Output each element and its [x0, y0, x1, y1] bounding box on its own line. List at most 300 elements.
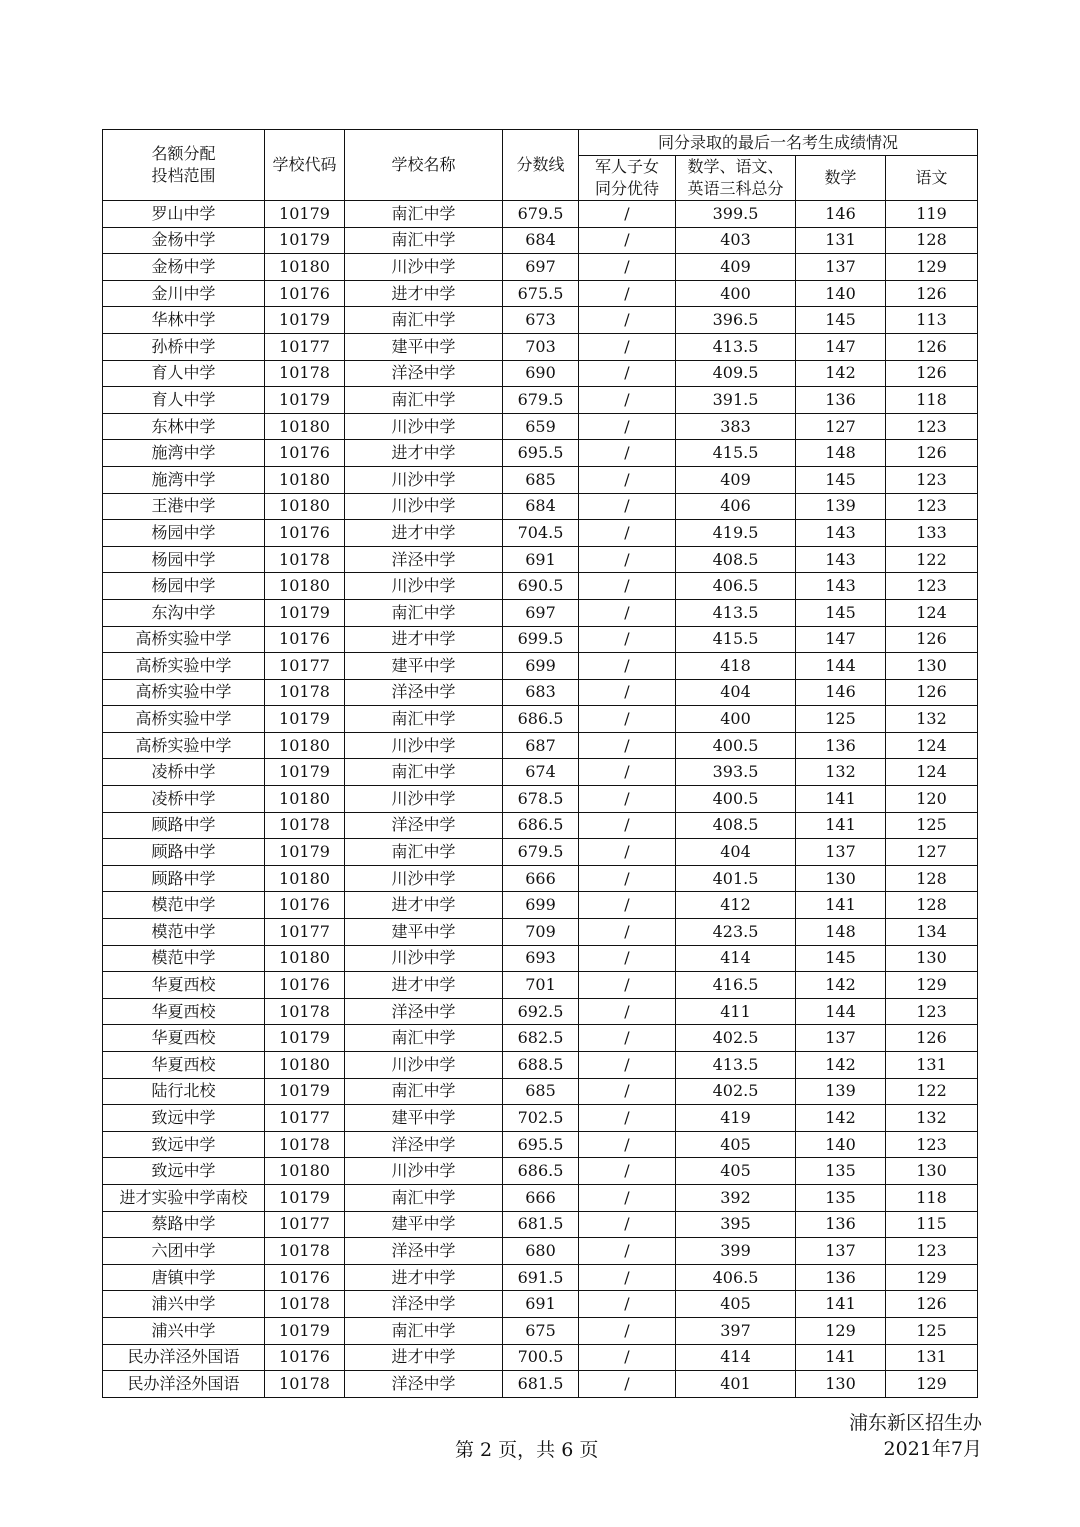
total-cell: 397: [676, 1317, 796, 1344]
range-cell: 模范中学: [103, 892, 265, 919]
code-cell: 10178: [265, 812, 345, 839]
math-cell: 145: [796, 307, 886, 334]
page-number: 第 2 页，共 6 页: [455, 1439, 599, 1461]
school-cell: 洋泾中学: [345, 1371, 503, 1398]
chinese-cell: 128: [886, 865, 978, 892]
score-cell: 687: [503, 732, 579, 759]
score-cell: 699: [503, 892, 579, 919]
range-cell: 六团中学: [103, 1238, 265, 1265]
total-cell: 399: [676, 1238, 796, 1265]
score-cell: 686.5: [503, 1158, 579, 1185]
school-cell: 川沙中学: [345, 413, 503, 440]
military-cell: /: [579, 812, 676, 839]
school-cell: 南汇中学: [345, 759, 503, 786]
school-cell: 洋泾中学: [345, 812, 503, 839]
code-cell: 10178: [265, 546, 345, 573]
score-cell: 659: [503, 413, 579, 440]
score-cell: 675.5: [503, 280, 579, 307]
total-cell: 406.5: [676, 573, 796, 600]
score-cell: 709: [503, 919, 579, 946]
issuer-name: 浦东新区招生办: [848, 1412, 982, 1434]
total-cell: 405: [676, 1291, 796, 1318]
table-row: [103, 839, 978, 866]
header-range: [103, 130, 265, 201]
chinese-cell: 122: [886, 1078, 978, 1105]
header-score: 分数线: [503, 130, 579, 201]
school-cell: 进才中学: [345, 440, 503, 467]
table-row: [103, 227, 978, 254]
code-cell: 10180: [265, 732, 345, 759]
code-cell: 10180: [265, 786, 345, 813]
admission-score-table: [102, 129, 978, 1398]
code-cell: 10178: [265, 998, 345, 1025]
total-cell: 400: [676, 706, 796, 733]
table-row: [103, 280, 978, 307]
total-cell: 419.5: [676, 520, 796, 547]
table-row: [103, 1078, 978, 1105]
score-cell: 691.5: [503, 1264, 579, 1291]
score-cell: 679.5: [503, 387, 579, 414]
total-cell: 393.5: [676, 759, 796, 786]
range-cell: 施湾中学: [103, 466, 265, 493]
total-cell: 392: [676, 1184, 796, 1211]
military-cell: /: [579, 466, 676, 493]
total-cell: 423.5: [676, 919, 796, 946]
military-cell: /: [579, 1158, 676, 1185]
table-row: [103, 679, 978, 706]
school-cell: 建平中学: [345, 1211, 503, 1238]
math-cell: 135: [796, 1184, 886, 1211]
table-body: [103, 201, 978, 1398]
code-cell: 10178: [265, 1238, 345, 1265]
table-row: [103, 998, 978, 1025]
score-cell: 693: [503, 945, 579, 972]
chinese-cell: 126: [886, 440, 978, 467]
school-cell: 建平中学: [345, 653, 503, 680]
military-cell: /: [579, 732, 676, 759]
school-cell: 南汇中学: [345, 307, 503, 334]
table-row: [103, 599, 978, 626]
table-row: [103, 254, 978, 281]
chinese-cell: 124: [886, 759, 978, 786]
table-row: [103, 546, 978, 573]
chinese-cell: 126: [886, 360, 978, 387]
total-cell: 383: [676, 413, 796, 440]
table-row: [103, 1238, 978, 1265]
range-cell: 民办洋泾外国语: [103, 1344, 265, 1371]
military-cell: /: [579, 1371, 676, 1398]
score-cell: 691: [503, 1291, 579, 1318]
score-cell: 702.5: [503, 1105, 579, 1132]
military-cell: /: [579, 679, 676, 706]
total-cell: 414: [676, 1344, 796, 1371]
total-cell: 408.5: [676, 546, 796, 573]
code-cell: 10180: [265, 493, 345, 520]
table-row: [103, 1344, 978, 1371]
math-cell: 147: [796, 333, 886, 360]
code-cell: 10180: [265, 413, 345, 440]
total-cell: 400.5: [676, 786, 796, 813]
code-cell: 10179: [265, 1078, 345, 1105]
score-cell: 679.5: [503, 839, 579, 866]
military-cell: /: [579, 520, 676, 547]
range-cell: 孙桥中学: [103, 333, 265, 360]
table-row: [103, 201, 978, 228]
total-cell: 400.5: [676, 732, 796, 759]
range-cell: 东沟中学: [103, 599, 265, 626]
military-cell: /: [579, 1025, 676, 1052]
table-row: [103, 1317, 978, 1344]
military-cell: /: [579, 1052, 676, 1079]
table-row: [103, 493, 978, 520]
code-cell: 10179: [265, 1317, 345, 1344]
school-cell: 南汇中学: [345, 1078, 503, 1105]
range-cell: 顾路中学: [103, 839, 265, 866]
military-cell: /: [579, 1078, 676, 1105]
score-cell: 703: [503, 333, 579, 360]
table-row: [103, 972, 978, 999]
school-cell: 川沙中学: [345, 786, 503, 813]
chinese-cell: 113: [886, 307, 978, 334]
chinese-cell: 122: [886, 546, 978, 573]
school-cell: 南汇中学: [345, 201, 503, 228]
school-cell: 洋泾中学: [345, 1131, 503, 1158]
table-row: [103, 812, 978, 839]
math-cell: 139: [796, 1078, 886, 1105]
code-cell: 10176: [265, 1344, 345, 1371]
military-cell: /: [579, 201, 676, 228]
chinese-cell: 129: [886, 1371, 978, 1398]
range-cell: 高桥实验中学: [103, 732, 265, 759]
math-cell: 137: [796, 254, 886, 281]
math-cell: 147: [796, 626, 886, 653]
code-cell: 10180: [265, 573, 345, 600]
school-cell: 南汇中学: [345, 1184, 503, 1211]
chinese-cell: 123: [886, 413, 978, 440]
table-row: [103, 573, 978, 600]
math-cell: 140: [796, 280, 886, 307]
total-cell: 406: [676, 493, 796, 520]
math-cell: 144: [796, 998, 886, 1025]
school-cell: 南汇中学: [345, 839, 503, 866]
math-cell: 144: [796, 653, 886, 680]
school-cell: 进才中学: [345, 1344, 503, 1371]
header-code: 学校代码: [265, 130, 345, 201]
math-cell: 140: [796, 1131, 886, 1158]
chinese-cell: 123: [886, 998, 978, 1025]
chinese-cell: 134: [886, 919, 978, 946]
math-cell: 142: [796, 360, 886, 387]
table-row: [103, 466, 978, 493]
score-cell: 695.5: [503, 440, 579, 467]
school-cell: 川沙中学: [345, 865, 503, 892]
school-cell: 川沙中学: [345, 1052, 503, 1079]
table-row: [103, 1025, 978, 1052]
score-cell: 678.5: [503, 786, 579, 813]
score-cell: 690: [503, 360, 579, 387]
math-cell: 135: [796, 1158, 886, 1185]
issue-date: 2021年7月: [883, 1438, 982, 1460]
code-cell: 10178: [265, 679, 345, 706]
military-cell: /: [579, 865, 676, 892]
score-cell: 673: [503, 307, 579, 334]
table-row: [103, 1211, 978, 1238]
code-cell: 10180: [265, 254, 345, 281]
range-cell: 致远中学: [103, 1158, 265, 1185]
range-cell: 华夏西校: [103, 998, 265, 1025]
military-cell: /: [579, 440, 676, 467]
military-cell: /: [579, 333, 676, 360]
chinese-cell: 123: [886, 1238, 978, 1265]
military-cell: /: [579, 307, 676, 334]
school-cell: 南汇中学: [345, 387, 503, 414]
score-cell: 666: [503, 1184, 579, 1211]
chinese-cell: 126: [886, 280, 978, 307]
total-cell: 401.5: [676, 865, 796, 892]
school-cell: 南汇中学: [345, 227, 503, 254]
code-cell: 10176: [265, 520, 345, 547]
score-cell: 684: [503, 227, 579, 254]
score-cell: 685: [503, 1078, 579, 1105]
chinese-cell: 123: [886, 1131, 978, 1158]
score-cell: 690.5: [503, 573, 579, 600]
range-cell: 顾路中学: [103, 812, 265, 839]
chinese-cell: 127: [886, 839, 978, 866]
total-cell: 418: [676, 653, 796, 680]
school-cell: 南汇中学: [345, 706, 503, 733]
school-cell: 洋泾中学: [345, 1291, 503, 1318]
table-row: [103, 1291, 978, 1318]
score-cell: 700.5: [503, 1344, 579, 1371]
math-cell: 130: [796, 1371, 886, 1398]
chinese-cell: 126: [886, 333, 978, 360]
code-cell: 10179: [265, 387, 345, 414]
chinese-cell: 119: [886, 201, 978, 228]
table-row: [103, 759, 978, 786]
chinese-cell: 130: [886, 653, 978, 680]
total-cell: 409: [676, 254, 796, 281]
school-cell: 洋泾中学: [345, 360, 503, 387]
total-cell: 409.5: [676, 360, 796, 387]
math-cell: 148: [796, 919, 886, 946]
school-cell: 川沙中学: [345, 732, 503, 759]
table-row: [103, 892, 978, 919]
military-cell: /: [579, 1211, 676, 1238]
score-cell: 685: [503, 466, 579, 493]
school-cell: 进才中学: [345, 1264, 503, 1291]
header-military-label: 军人子女 同分优待: [594, 157, 659, 198]
range-cell: 致远中学: [103, 1131, 265, 1158]
score-cell: 681.5: [503, 1211, 579, 1238]
math-cell: 146: [796, 679, 886, 706]
chinese-cell: 126: [886, 626, 978, 653]
math-cell: 143: [796, 546, 886, 573]
range-cell: 金杨中学: [103, 254, 265, 281]
table-row: [103, 945, 978, 972]
school-cell: 进才中学: [345, 626, 503, 653]
table-row: [103, 1371, 978, 1398]
total-cell: 391.5: [676, 387, 796, 414]
score-cell: 686.5: [503, 706, 579, 733]
chinese-cell: 129: [886, 254, 978, 281]
code-cell: 10179: [265, 706, 345, 733]
math-cell: 143: [796, 573, 886, 600]
chinese-cell: 132: [886, 1105, 978, 1132]
score-cell: 682.5: [503, 1025, 579, 1052]
school-cell: 进才中学: [345, 972, 503, 999]
range-cell: 凌桥中学: [103, 759, 265, 786]
chinese-cell: 128: [886, 892, 978, 919]
chinese-cell: 118: [886, 387, 978, 414]
military-cell: /: [579, 1317, 676, 1344]
code-cell: 10176: [265, 626, 345, 653]
math-cell: 145: [796, 599, 886, 626]
range-cell: 高桥实验中学: [103, 679, 265, 706]
total-cell: 408.5: [676, 812, 796, 839]
school-cell: 建平中学: [345, 1105, 503, 1132]
school-cell: 洋泾中学: [345, 1238, 503, 1265]
code-cell: 10180: [265, 865, 345, 892]
range-cell: 华夏西校: [103, 1025, 265, 1052]
table-row: [103, 360, 978, 387]
table-row: [103, 653, 978, 680]
math-cell: 143: [796, 520, 886, 547]
military-cell: /: [579, 998, 676, 1025]
score-cell: 691: [503, 546, 579, 573]
math-cell: 130: [796, 865, 886, 892]
code-cell: 10180: [265, 466, 345, 493]
table-row: [103, 706, 978, 733]
math-cell: 129: [796, 1317, 886, 1344]
score-cell: 699: [503, 653, 579, 680]
military-cell: /: [579, 280, 676, 307]
header-three-total: [676, 156, 796, 201]
range-cell: 华夏西校: [103, 972, 265, 999]
range-cell: 华林中学: [103, 307, 265, 334]
header-chinese: 语文: [886, 156, 978, 201]
table-row: [103, 413, 978, 440]
score-cell: 697: [503, 599, 579, 626]
range-cell: 育人中学: [103, 360, 265, 387]
range-cell: 育人中学: [103, 387, 265, 414]
military-cell: /: [579, 413, 676, 440]
table-row: [103, 520, 978, 547]
range-cell: 施湾中学: [103, 440, 265, 467]
header-three-total-label: 数学、语文、 英语三科总分: [687, 157, 784, 198]
military-cell: /: [579, 1344, 676, 1371]
military-cell: /: [579, 493, 676, 520]
code-cell: 10178: [265, 1131, 345, 1158]
chinese-cell: 131: [886, 1052, 978, 1079]
math-cell: 137: [796, 839, 886, 866]
math-cell: 145: [796, 466, 886, 493]
math-cell: 141: [796, 812, 886, 839]
school-cell: 南汇中学: [345, 599, 503, 626]
total-cell: 411: [676, 998, 796, 1025]
score-cell: 699.5: [503, 626, 579, 653]
range-cell: 蔡路中学: [103, 1211, 265, 1238]
code-cell: 10177: [265, 333, 345, 360]
military-cell: /: [579, 626, 676, 653]
math-cell: 148: [796, 440, 886, 467]
math-cell: 131: [796, 227, 886, 254]
header-group: 同分录取的最后一名考生成绩情况: [579, 130, 978, 156]
score-cell: 666: [503, 865, 579, 892]
code-cell: 10179: [265, 1184, 345, 1211]
range-cell: 东林中学: [103, 413, 265, 440]
range-cell: 杨园中学: [103, 546, 265, 573]
math-cell: 132: [796, 759, 886, 786]
code-cell: 10179: [265, 307, 345, 334]
school-cell: 南汇中学: [345, 1317, 503, 1344]
code-cell: 10178: [265, 1291, 345, 1318]
score-cell: 679.5: [503, 201, 579, 228]
code-cell: 10177: [265, 919, 345, 946]
range-cell: 浦兴中学: [103, 1317, 265, 1344]
score-cell: 692.5: [503, 998, 579, 1025]
math-cell: 136: [796, 1211, 886, 1238]
chinese-cell: 123: [886, 493, 978, 520]
school-cell: 川沙中学: [345, 466, 503, 493]
score-cell: 697: [503, 254, 579, 281]
code-cell: 10180: [265, 945, 345, 972]
range-cell: 顾路中学: [103, 865, 265, 892]
range-cell: 高桥实验中学: [103, 626, 265, 653]
total-cell: 409: [676, 466, 796, 493]
total-cell: 404: [676, 679, 796, 706]
military-cell: /: [579, 706, 676, 733]
total-cell: 405: [676, 1131, 796, 1158]
chinese-cell: 120: [886, 786, 978, 813]
table-row: [103, 1131, 978, 1158]
score-cell: 701: [503, 972, 579, 999]
school-cell: 洋泾中学: [345, 998, 503, 1025]
range-cell: 模范中学: [103, 919, 265, 946]
school-cell: 建平中学: [345, 333, 503, 360]
code-cell: 10179: [265, 599, 345, 626]
military-cell: /: [579, 1291, 676, 1318]
header-military: [579, 156, 676, 201]
school-cell: 川沙中学: [345, 573, 503, 600]
header-school: 学校名称: [345, 130, 503, 201]
total-cell: 401: [676, 1371, 796, 1398]
footer-signature: [849, 1410, 982, 1462]
chinese-cell: 123: [886, 573, 978, 600]
math-cell: 145: [796, 945, 886, 972]
range-cell: 高桥实验中学: [103, 653, 265, 680]
chinese-cell: 123: [886, 466, 978, 493]
range-cell: 致远中学: [103, 1105, 265, 1132]
total-cell: 413.5: [676, 333, 796, 360]
military-cell: /: [579, 1264, 676, 1291]
chinese-cell: 126: [886, 1025, 978, 1052]
code-cell: 10180: [265, 1052, 345, 1079]
table-row: [103, 626, 978, 653]
math-cell: 139: [796, 493, 886, 520]
math-cell: 141: [796, 892, 886, 919]
chinese-cell: 132: [886, 706, 978, 733]
range-cell: 陆行北校: [103, 1078, 265, 1105]
military-cell: /: [579, 839, 676, 866]
range-cell: 浦兴中学: [103, 1291, 265, 1318]
chinese-cell: 118: [886, 1184, 978, 1211]
school-cell: 川沙中学: [345, 254, 503, 281]
score-cell: 704.5: [503, 520, 579, 547]
math-cell: 137: [796, 1025, 886, 1052]
code-cell: 10177: [265, 653, 345, 680]
school-cell: 建平中学: [345, 919, 503, 946]
range-cell: 唐镇中学: [103, 1264, 265, 1291]
